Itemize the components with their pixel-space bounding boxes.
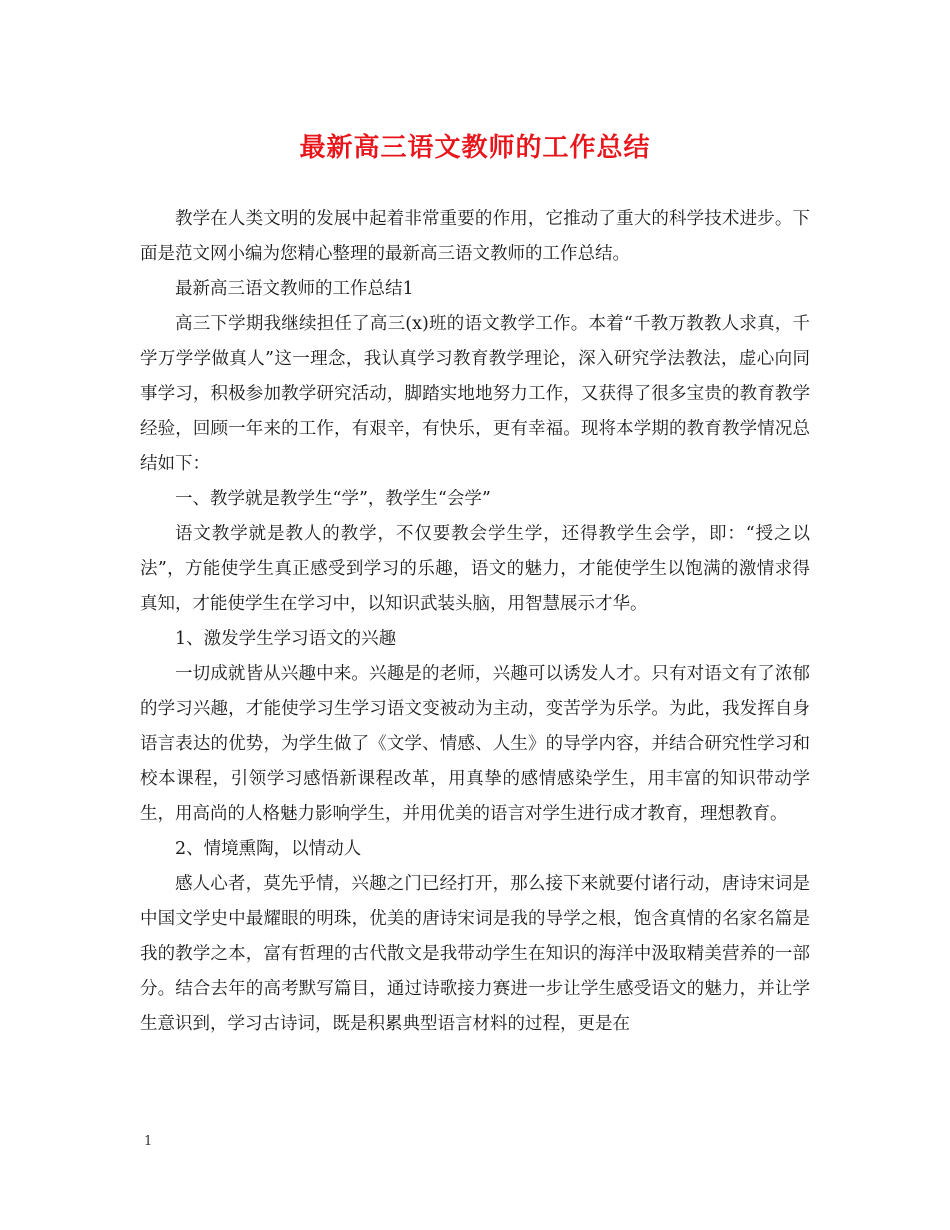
paragraph-subsection-1: 一切成就皆从兴趣中来。兴趣是的老师，兴趣可以诱发人才。只有对语文有了浓郁的学习兴趣，才能使学习生学习语文变被动为主动，变苦学为乐学。为此，我发挥自身语言表达的优势，为学生做了《文学、情感、人生》的导学内容，并结合研究性学习和校本课程，引领学习感悟新课程改革，用真挚的感情感染学生，用丰富的知识带动学生，用高尚的人格魅力影响学生，并用优美的语言对学生进行成才教育，理想教育。	[140, 664, 810, 824]
paragraph-subsection-2: 感人心者，莫先乎情，兴趣之门已经打开，那么接下来就要付诸行动，唐诗宋词是中国文学史中最耀眼的明珠，优美的唐诗宋词是我的导学之根，饱含真情的名家名篇是我的教学之本，富有哲理的古代散文是我带动学生在知识的海洋中汲取精美营养的一部分。结合去年的高考默写篇目，通过诗歌接力赛进一步让学生感受语文的魅力，并让学生意识到，学习古诗词，既是积累典型语言材料的过程，更是在	[140, 874, 810, 1034]
subsection-heading-1: 1、激发学生学习语文的兴趣	[175, 629, 397, 649]
page-number: 1	[144, 1134, 153, 1149]
subsection-heading-2: 2、情境熏陶，以情动人	[175, 839, 362, 859]
document-body	[140, 202, 810, 1042]
section-heading-1: 一、教学就是教学生“学”，教学生“会学”	[175, 489, 491, 509]
paragraph-intro: 教学在人类文明的发展中起着非常重要的作用，它推动了重大的科学技术进步。下面是范文网小编为您精心整理的最新高三语文教师的工作总结。	[140, 209, 810, 264]
document-title: 最新高三语文教师的工作总结	[299, 133, 651, 163]
paragraph-section-1: 语文教学就是教人的教学，不仅要教会学生学，还得教学生会学，即：“授之以法”，方能使学生真正感受到学习的乐趣，语文的魅力，才能使学生以饱满的激情求得真知，才能使学生在学习中，以知识武装头脑，用智慧展示才华。	[140, 524, 810, 614]
paragraph-subtitle: 最新高三语文教师的工作总结1	[175, 279, 414, 299]
paragraph-opening: 高三下学期我继续担任了高三(x)班的语文教学工作。本着“千教万教教人求真，千学万学学做真人”这一理念，我认真学习教育教学理论，深入研究学法教法，虚心向同事学习，积极参加教学研究活动，脚踏实地地努力工作，又获得了很多宝贵的教育教学经验，回顾一年来的工作，有艰辛，有快乐，更有幸福。现将本学期的教育教学情况总结如下：	[140, 314, 810, 474]
